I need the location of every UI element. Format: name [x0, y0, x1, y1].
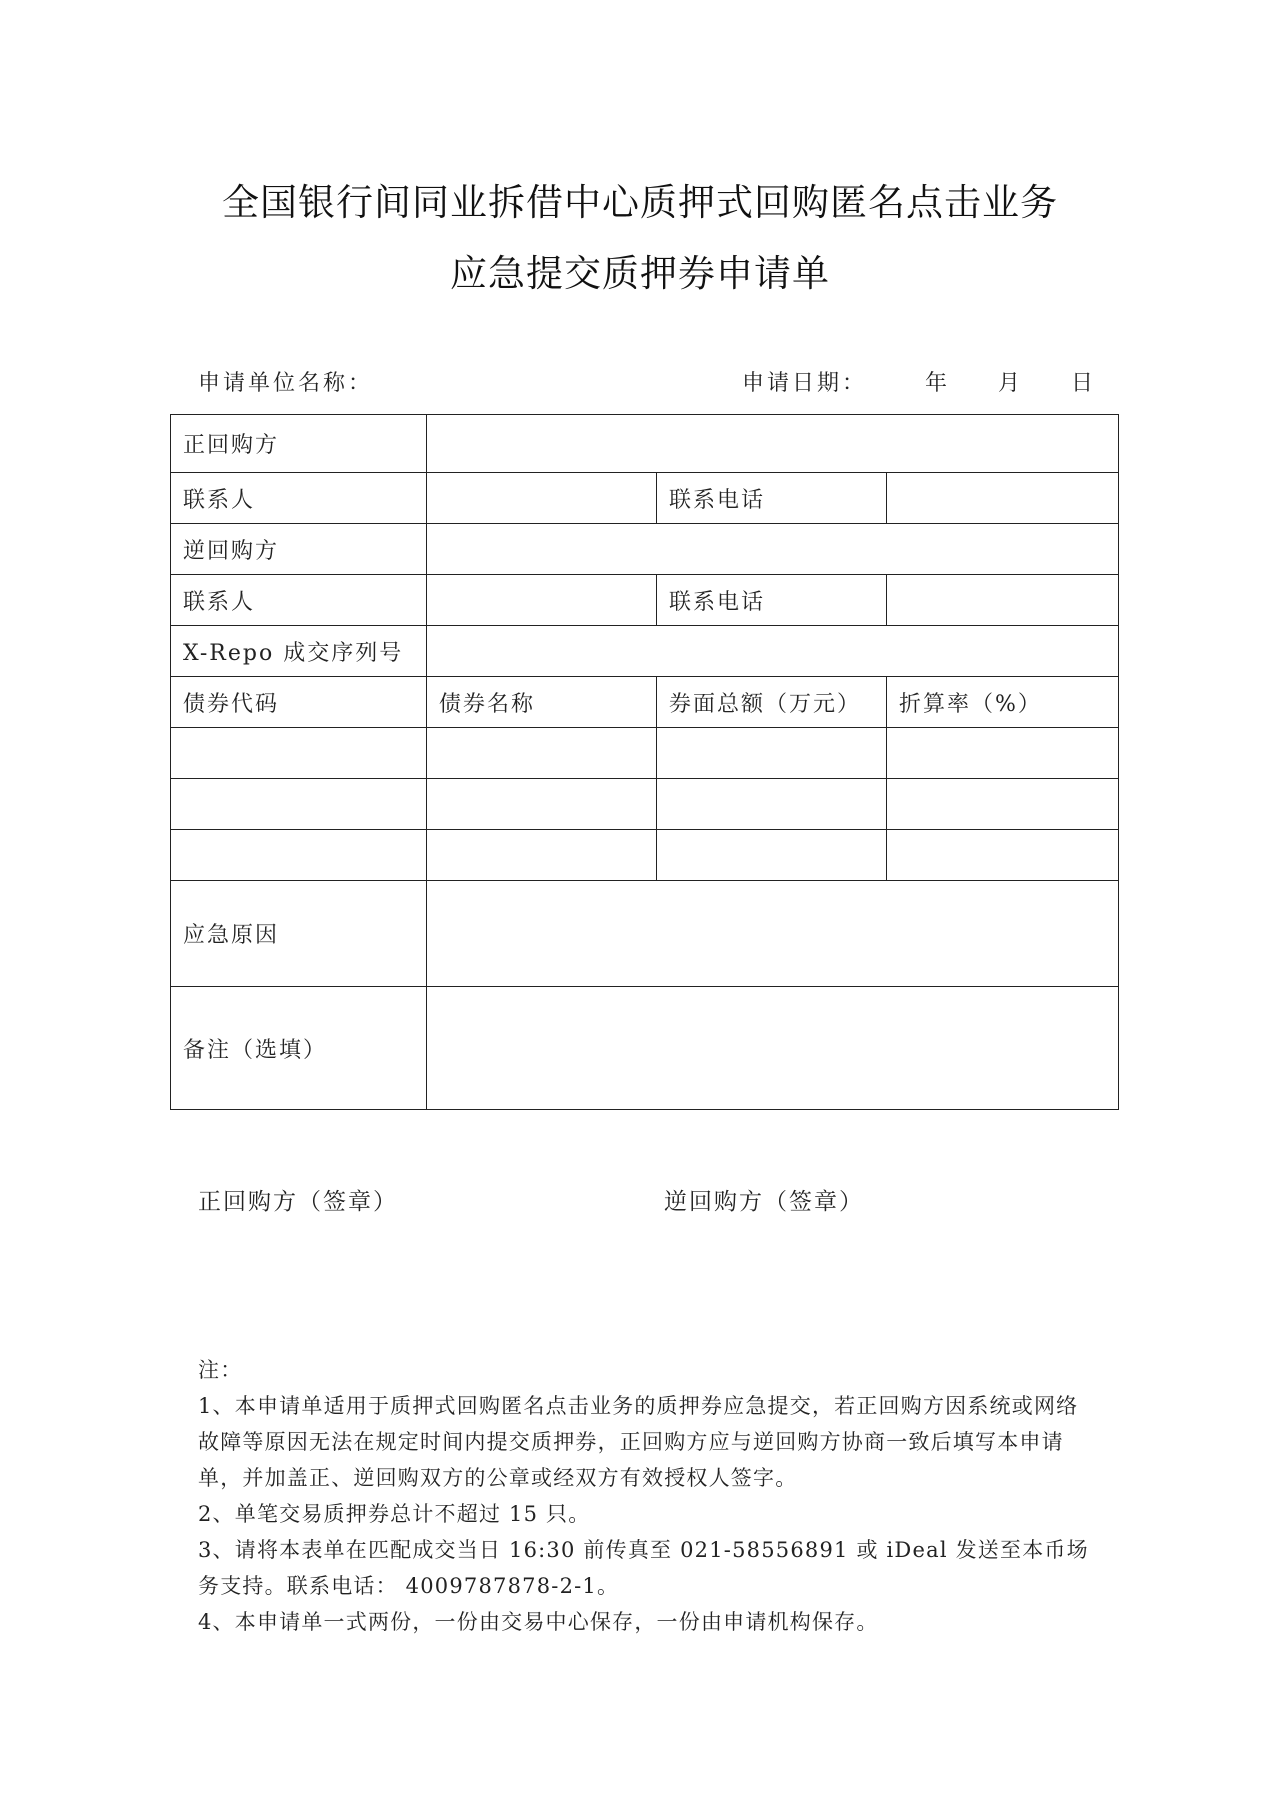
remarks-field[interactable] — [427, 987, 1119, 1110]
bond-code-cell[interactable] — [171, 779, 427, 830]
face-amount-cell[interactable] — [657, 728, 887, 779]
form-title-line2: 应急提交质押券申请单 — [450, 252, 830, 295]
face-amount-cell[interactable] — [657, 830, 887, 881]
haircut-rate-header: 折算率（%） — [887, 677, 1119, 728]
note-item: 2、单笔交易质押券总计不超过 15 只。 — [198, 1502, 591, 1526]
bond-code-cell[interactable] — [171, 728, 427, 779]
reverse-buyer-label: 逆回购方 — [171, 524, 427, 575]
forward-phone-label: 联系电话 — [657, 473, 887, 524]
bond-code-cell[interactable] — [171, 830, 427, 881]
bond-header-row — [171, 677, 1119, 728]
bond-row — [171, 830, 1119, 881]
year-label: 年 — [925, 371, 951, 396]
bond-row — [171, 779, 1119, 830]
face-amount-header: 券面总额（万元） — [657, 677, 887, 728]
reverse-buyer-signature: 逆回购方（签章） — [664, 1189, 864, 1215]
note-item: 4、本申请单一式两份，一份由交易中心保存，一份由申请机构保存。 — [198, 1610, 879, 1634]
haircut-rate-cell[interactable] — [887, 779, 1119, 830]
forward-contact-label: 联系人 — [171, 473, 427, 524]
haircut-rate-cell[interactable] — [887, 830, 1119, 881]
emergency-reason-field[interactable] — [427, 881, 1119, 987]
reverse-contact-field[interactable] — [427, 575, 657, 626]
bond-name-cell[interactable] — [427, 830, 657, 881]
notes-section — [198, 1352, 1090, 1640]
table-row — [171, 881, 1119, 987]
reverse-phone-field[interactable] — [887, 575, 1119, 626]
forward-buyer-label: 正回购方 — [171, 415, 427, 473]
table-row — [171, 473, 1119, 524]
table-row — [171, 987, 1119, 1110]
note-item: 1、本申请单适用于质押式回购匿名点击业务的质押券应急提交，若正回购方因系统或网络故障等原因无法在规定时间内提交质押券，正回购方应与逆回购方协商一致后填写本申请单，并加盖正、逆回购双方的公章或经双方有效授权人签字。 — [198, 1394, 1079, 1490]
table-row — [171, 575, 1119, 626]
bond-name-cell[interactable] — [427, 728, 657, 779]
bond-row — [171, 728, 1119, 779]
xrepo-serial-label: X-Repo 成交序列号 — [171, 626, 427, 677]
bond-code-header: 债券代码 — [171, 677, 427, 728]
forward-contact-field[interactable] — [427, 473, 657, 524]
reverse-buyer-field[interactable] — [427, 524, 1119, 575]
table-row — [171, 626, 1119, 677]
date-label: 申请日期： — [742, 371, 868, 396]
xrepo-serial-field[interactable] — [427, 626, 1119, 677]
day-label: 日 — [1071, 371, 1097, 396]
emergency-reason-label: 应急原因 — [171, 881, 427, 987]
bond-name-cell[interactable] — [427, 779, 657, 830]
reverse-phone-label: 联系电话 — [657, 575, 887, 626]
reverse-contact-label: 联系人 — [171, 575, 427, 626]
month-label: 月 — [998, 371, 1024, 396]
application-date — [742, 366, 1096, 397]
face-amount-cell[interactable] — [657, 779, 887, 830]
remarks-label: 备注（选填） — [171, 987, 427, 1110]
forward-buyer-signature: 正回购方（签章） — [198, 1189, 398, 1215]
bond-name-header: 债券名称 — [427, 677, 657, 728]
note-item: 3、请将本表单在匹配成交当日 16:30 前传真至 021-58556891 或 iDeal 发送至本币场务支持。联系电话： 4009787878-2-1。 — [198, 1538, 1089, 1598]
notes-heading: 注： — [198, 1358, 243, 1382]
applicant-name-label: 申请单位名称： — [198, 371, 374, 396]
form-title-line1: 全国银行间同业拆借中心质押式回购匿名点击业务 — [222, 181, 1058, 224]
application-form-table — [170, 414, 1119, 1110]
haircut-rate-cell[interactable] — [887, 728, 1119, 779]
table-row — [171, 415, 1119, 473]
forward-buyer-field[interactable] — [427, 415, 1119, 473]
table-row — [171, 524, 1119, 575]
forward-phone-field[interactable] — [887, 473, 1119, 524]
